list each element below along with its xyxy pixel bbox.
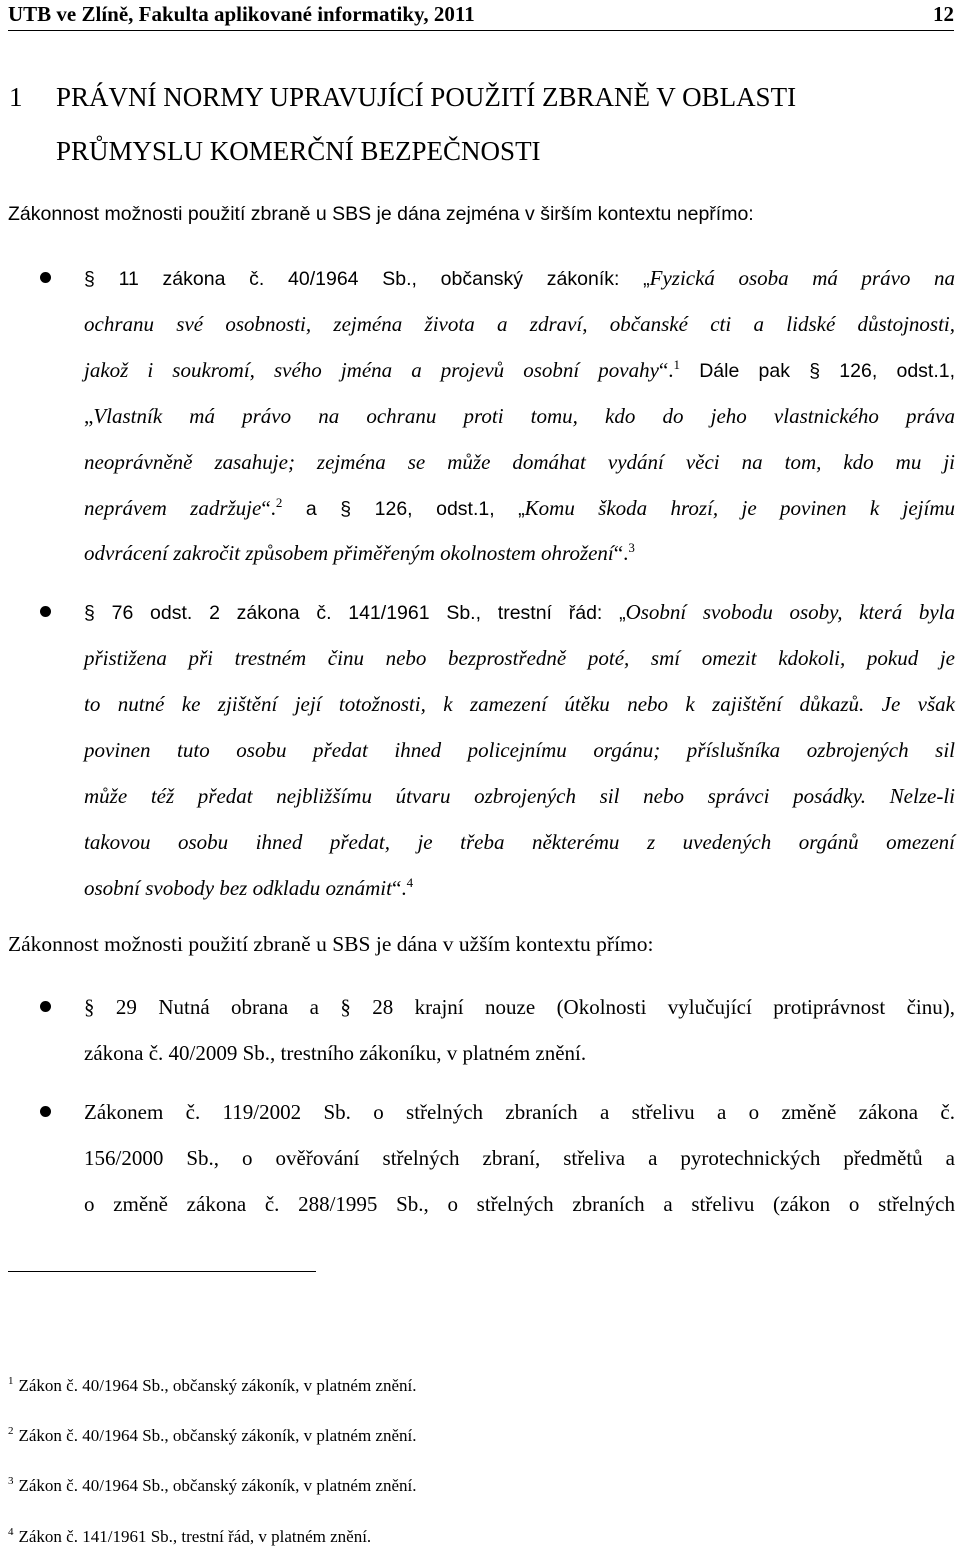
footnote-4: $^4$ Zákon č. 141/1961 Sb., trestní řád, v platném znění. <box>8 1526 372 1546</box>
bullet2-line7: osobní svobody bez odkladu oznámit“.$^4$ <box>84 875 414 900</box>
chapter-title-line1: PRÁVNÍ NORMY UPRAVUJÍCÍ POUŽITÍ ZBRANĚ V OBLASTI <box>56 82 797 112</box>
bullet2-line1: § 76 odst. 2 zákona č. 141/1961 Sb., trestní řád: „Osobní svobodu osoby, která byla <box>84 600 956 624</box>
footnote-3: $^3$ Zákon č. 40/1964 Sb., občanský zákoník, v platném znění. <box>8 1475 417 1495</box>
bullet2-line4: povinen tuto osobu předat ihned policejnímu orgánu; příslušníka ozbrojených sil <box>84 738 955 762</box>
footnote-1: $^1$ Zákon č. 40/1964 Sb., občanský zákoník, v platném znění. <box>8 1375 417 1395</box>
bullet3-line1: § 29 Nutná obrana a § 28 krajní nouze (Okolnosti vylučující protiprávnost činu), <box>84 995 955 1019</box>
bullet3-line2: zákona č. 40/2009 Sb., trestního zákoníku, v platném znění. <box>84 1041 587 1065</box>
bullet1-line5: neoprávněně zasahuje; zejména se může domáhat vydání věci na tom, kdo mu ji <box>84 450 955 474</box>
bullet2-line3: to nutné ke zjištění její totožnosti, k zamezení útěku nebo k zajištění důkazů. Je však <box>84 692 955 716</box>
bullet-marker-1 <box>40 272 51 283</box>
bullet-marker-2 <box>40 606 51 617</box>
bullet4-line1: Zákonem č. 119/2002 Sb. o střelných zbraních a střelivu a o změně zákona č. <box>84 1100 955 1124</box>
bullet2-line5: může též předat nejbližšímu útvaru ozbrojených sil nebo správci posádky. Nelze-li <box>84 784 955 808</box>
footnote-2: $^2$ Zákon č. 40/1964 Sb., občanský zákoník, v platném znění. <box>8 1425 417 1445</box>
bullet4-line3: o změně zákona č. 288/1995 Sb., o střelných zbraních a střelivu (zákon o střelných <box>84 1192 955 1216</box>
bullet1-line3: jakož i soukromí, svého jména a projevů osobní povahy“.$^1$ Dále pak § 126, odst.1, <box>84 357 956 382</box>
intro-paragraph-2: Zákonnost možnosti použití zbraně u SBS je dána v užším kontextu přímo: <box>8 932 654 956</box>
footnote-separator <box>8 1271 316 1272</box>
intro-paragraph-1: Zákonnost možnosti použití zbraně u SBS je dána zejména v širším kontextu nepřímo: <box>8 203 754 225</box>
chapter-title-line2: PRŮMYSLU KOMERČNÍ BEZPEČNOSTI <box>56 136 541 166</box>
chapter-number: 1 <box>9 82 23 112</box>
bullet1-line2: ochranu své osobnosti, zejména života a zdraví, občanské cti a lidské důstojnosti, <box>84 312 955 336</box>
bullet1-line1: § 11 zákona č. 40/1964 Sb., občanský zákoník: „Fyzická osoba má právo na <box>84 266 955 290</box>
page-header <box>8 0 954 31</box>
bullet2-line2: přistižena při trestném činu nebo bezprostředně poté, smí omezit kdokoli, pokud je <box>84 646 955 670</box>
page-number: 12 <box>933 2 954 26</box>
bullet-marker-4 <box>40 1106 51 1117</box>
bullet1-line4: „Vlastník má právo na ochranu proti tomu, kdo do jeho vlastnického práva <box>84 404 955 428</box>
bullet-marker-3 <box>40 1001 51 1012</box>
bullet1-line6: neprávem zadržuje“.$^2$ a § 126, odst.1, „Komu škoda hrozí, je povinen k jejímu <box>84 495 955 520</box>
header-title: UTB ve Zlíně, Fakulta aplikované informatiky, 2011 <box>8 2 475 26</box>
bullet1-line7: odvrácení zakročit způsobem přiměřeným okolnostem ohrožení“.$^3$ <box>84 540 635 565</box>
bullet4-line2: 156/2000 Sb., o ověřování střelných zbraní, střeliva a pyrotechnických předmětů a <box>84 1146 955 1170</box>
bullet2-line6: takovou osobu ihned předat, je třeba některému z uvedených orgánů omezení <box>84 830 955 854</box>
